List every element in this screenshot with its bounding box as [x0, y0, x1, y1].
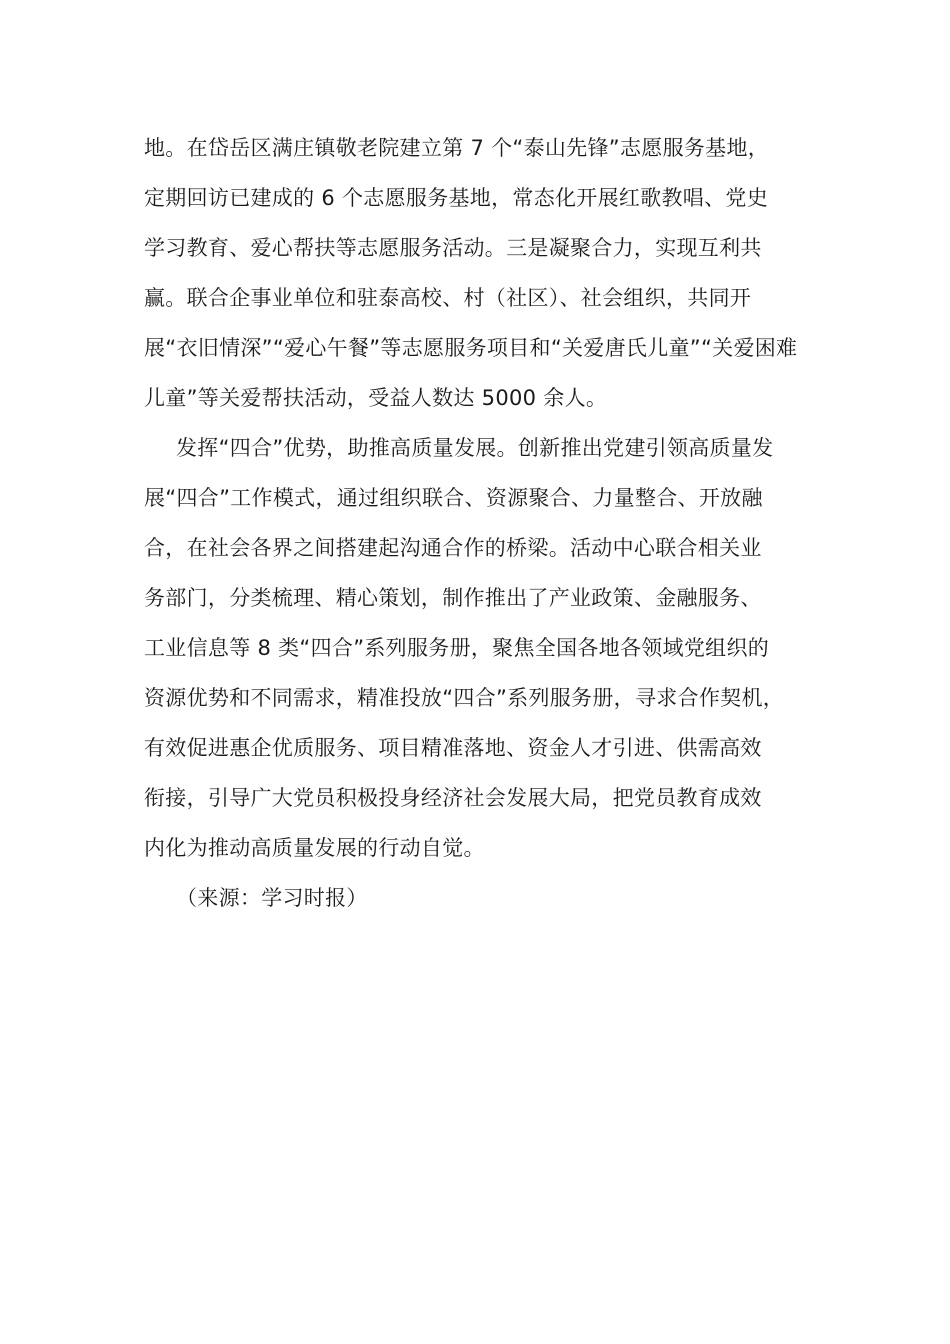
paragraph-line: 展“衣旧情深”“爱心午餐”等志愿服务项目和“关爱唐氏儿童”“关爱困难	[144, 336, 798, 360]
paragraph-line: 地。在岱岳区满庄镇敬老院建立第 7 个“泰山先锋”志愿服务基地，	[144, 136, 770, 160]
paragraph-line: 有效促进惠企优质服务、项目精准落地、资金人才引进、供需高效	[144, 736, 762, 760]
paragraph-line: 衔接，引导广大党员积极投身经济社会发展大局，把党员教育成效	[144, 786, 762, 810]
source-note: （来源：学习时报）	[176, 886, 368, 910]
paragraph-line: 内化为推动高质量发展的行动自觉。	[144, 836, 485, 860]
paragraph-line: 儿童”等关爱帮扶活动，受益人数达 5000 余人。	[144, 386, 608, 410]
paragraph-line: 定期回访已建成的 6 个志愿服务基地，常态化开展红歌教唱、党史	[144, 186, 769, 210]
paragraph-line: 学习教育、爱心帮扶等志愿服务活动。三是凝聚合力，实现互利共	[144, 236, 762, 260]
paragraph-line: 发挥“四合”优势，助推高质量发展。创新推出党建引领高质量发	[176, 436, 774, 460]
paragraph-line: 合，在社会各界之间搭建起沟通合作的桥梁。活动中心联合相关业	[144, 536, 762, 560]
paragraph-line: 务部门，分类梳理、精心策划，制作推出了产业政策、金融服务、	[144, 586, 762, 610]
paragraph-line: 工业信息等 8 类“四合”系列服务册，聚焦全国各地各领域党组织的	[144, 636, 770, 660]
paragraph-line: 赢。联合企事业单位和驻泰高校、村（社区）、社会组织，共同开	[144, 286, 752, 310]
paragraph-line: 展“四合”工作模式，通过组织联合、资源聚合、力量整合、开放融	[144, 486, 763, 510]
paragraph-line: 资源优势和不同需求，精准投放“四合”系列服务册，寻求合作契机，	[144, 686, 785, 710]
